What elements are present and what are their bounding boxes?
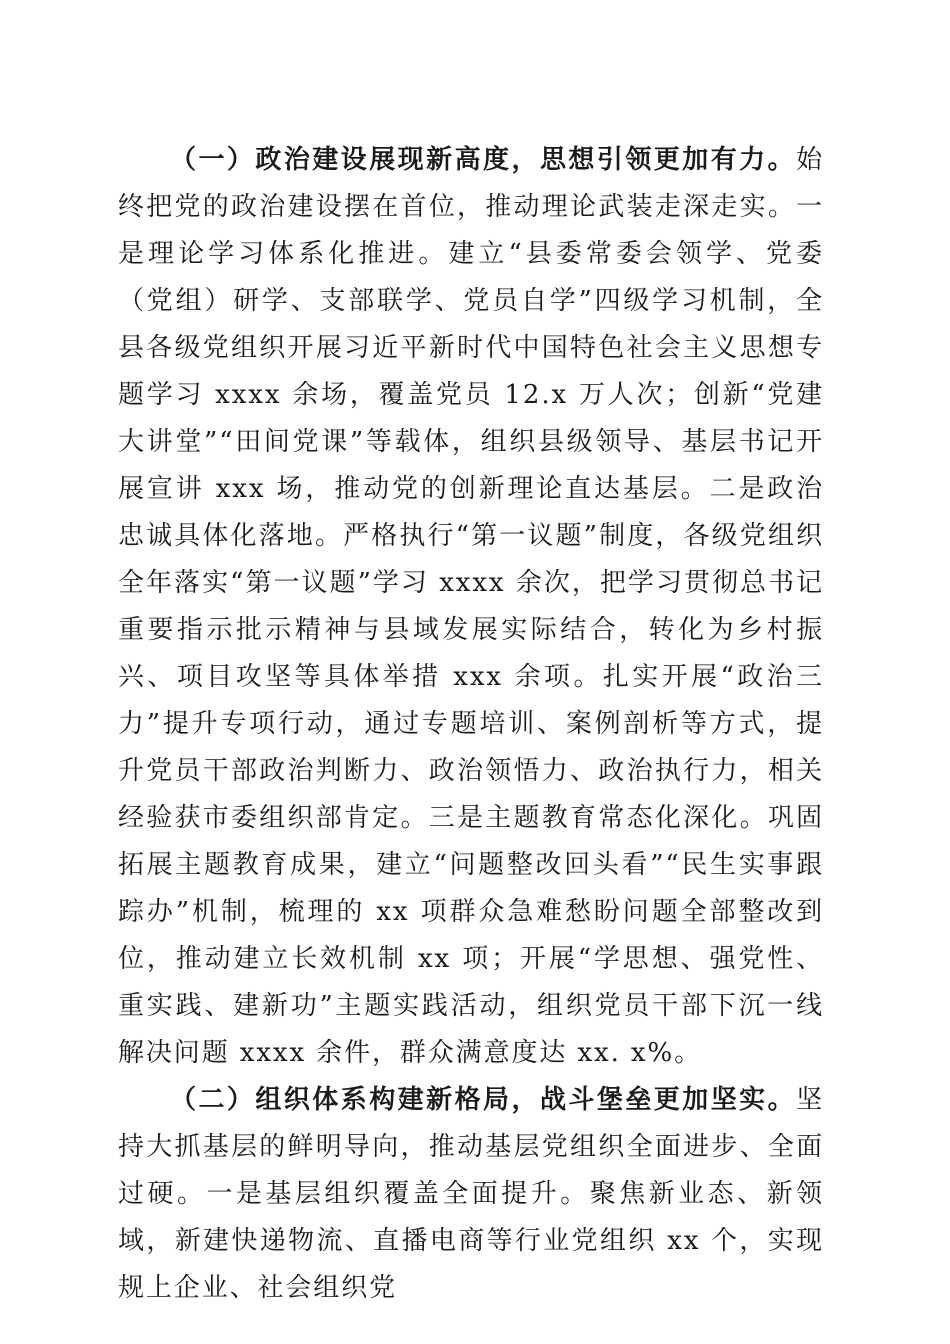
section-heading-organization-system: （二）组织体系构建新格局，战斗堡垒更加坚实。 <box>170 1085 797 1115</box>
section-heading-political-building: （一）政治建设展现新高度，思想引领更加有力。 <box>170 145 797 175</box>
paragraph-text: 坚持大抓基层的鲜明导向，推动基层党组织全面进步、全面过硬。一是基层组织覆盖全面提升。聚焦新业态、新领域，新建快递物流、直播电商等行业党组织 xx 个，实现规上企业、社会组织党 <box>118 1085 824 1303</box>
document-body <box>118 137 824 1312</box>
paragraph-political-building <box>118 137 824 1077</box>
paragraph-organization-system <box>118 1077 824 1312</box>
paragraph-text: 始终把党的政治建设摆在首位，推动理论武装走深走实。一是理论学习体系化推进。建立“县委常委会领学、党委（党组）研学、支部联学、党员自学”四级学习机制，全县各级党组织开展习近平新时代中国特色社会主义思想专题学习 xxxx 余场，覆盖党员 12.x 万人次；创新“党建大讲堂”“田间党课”等载体，组织县级领导、基层书记开展宣讲 xxx 场，推动党的创新理论直达基层。二是政治忠诚具体化落地。严格执行“第一议题”制度，各级党组织全年落实“第一议题”学习 xxxx 余次，把学习贯彻总书记重要指示批示精神与县域发展实际结合，转化为乡村振兴、项目攻坚等具体举措 xxx 余项。扎实开展“政治三力”提升专项行动，通过专题培训、案例剖析等方式，提升党员干部政治判断力、政治领悟力、政治执行力，相关经验获市委组织部肯定。三是主题教育常态化深化。巩固拓展主题教育成果，建立“问题整改回头看”“民生实事跟踪办”机制，梳理的 xx 项群众急难愁盼问题全部整改到位，推动建立长效机制 xx 项；开展“学思想、强党性、重实践、建新功”主题实践活动，组织党员干部下沉一线解决问题 xxxx 余件，群众满意度达 xx. x%。 <box>118 145 824 1068</box>
